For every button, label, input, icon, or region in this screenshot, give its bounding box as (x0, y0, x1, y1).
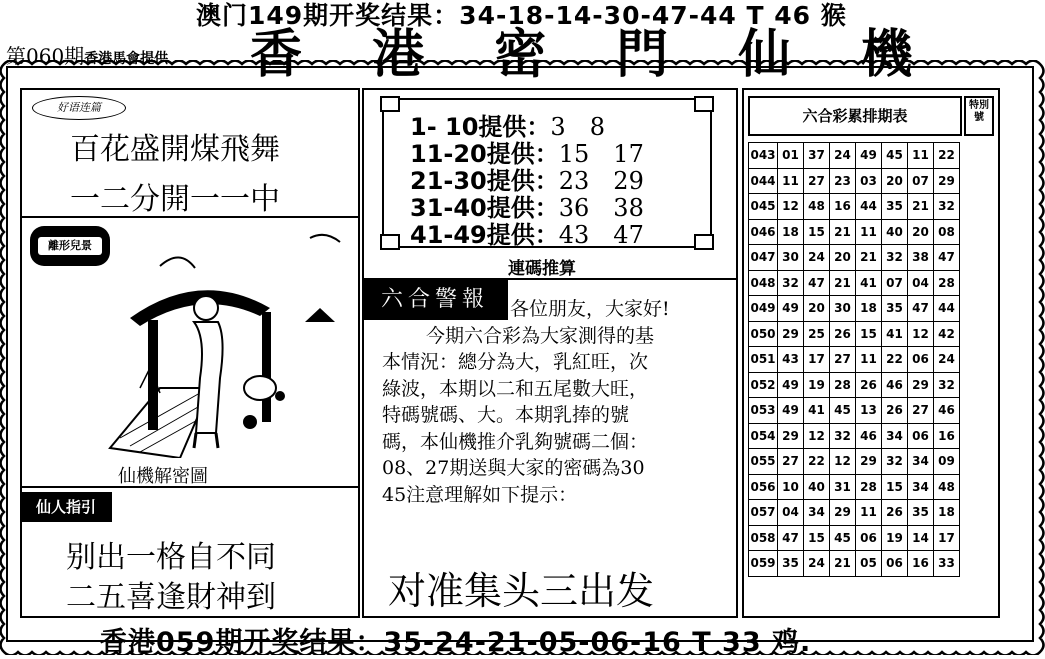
provide-caption: 連碼推算 (508, 259, 576, 279)
provide-values: 36 38 (558, 194, 644, 222)
number-cell: 11 (856, 219, 882, 245)
number-cell: 48 (804, 194, 830, 220)
number-cell: 24 (934, 347, 960, 373)
issue-cell: 053 (749, 398, 778, 424)
number-cell: 34 (908, 449, 934, 475)
draw-table-wrap (748, 142, 960, 577)
number-cell: 28 (856, 474, 882, 500)
number-cell: 31 (830, 474, 856, 500)
special-number-label: 特別號 (964, 96, 994, 136)
number-cell: 09 (934, 449, 960, 475)
stamp-badge (30, 226, 110, 266)
number-cell: 29 (856, 449, 882, 475)
number-cell: 27 (778, 449, 804, 475)
issue-cell: 051 (749, 347, 778, 373)
issue-cell: 048 (749, 270, 778, 296)
number-cell: 34 (882, 423, 908, 449)
number-cell: 40 (804, 474, 830, 500)
number-cell: 27 (830, 347, 856, 373)
draw-table-title: 六合彩累排期表 (748, 96, 962, 136)
divider (20, 486, 360, 488)
number-cell: 32 (882, 245, 908, 271)
alarm-tag: 六合警報 (362, 280, 508, 320)
number-cell: 32 (882, 449, 908, 475)
corner-icon (380, 234, 400, 250)
number-cell: 26 (882, 500, 908, 526)
number-cell: 20 (882, 168, 908, 194)
number-cell: 20 (830, 245, 856, 271)
number-cell: 18 (934, 500, 960, 526)
number-cell: 12 (778, 194, 804, 220)
number-cell: 12 (908, 321, 934, 347)
macau-result-banner: 澳门149期开奖结果：34-18-14-30-47-44 T 46 猴 (196, 1, 847, 30)
number-cell: 17 (804, 347, 830, 373)
issue-cell: 049 (749, 296, 778, 322)
number-cell: 27 (804, 168, 830, 194)
number-cell: 28 (934, 270, 960, 296)
table-row (749, 245, 960, 271)
number-cell: 25 (804, 321, 830, 347)
table-row (749, 449, 960, 475)
number-cell: 28 (830, 372, 856, 398)
number-cell: 16 (908, 551, 934, 577)
provide-row: 1- 10提供：3 8 (410, 113, 605, 141)
number-cell: 44 (934, 296, 960, 322)
corner-icon (694, 234, 714, 250)
number-cell: 43 (778, 347, 804, 373)
number-cell: 07 (908, 168, 934, 194)
number-cell: 12 (804, 423, 830, 449)
number-cell: 22 (804, 449, 830, 475)
number-cell: 16 (830, 194, 856, 220)
provide-range: 11-20提供 (410, 140, 535, 168)
number-cell: 15 (804, 525, 830, 551)
number-cell: 47 (804, 270, 830, 296)
issue-cell: 056 (749, 474, 778, 500)
number-cell: 21 (830, 270, 856, 296)
number-cell: 33 (934, 551, 960, 577)
number-cell: 48 (934, 474, 960, 500)
number-cell: 49 (856, 143, 882, 169)
number-cell: 01 (778, 143, 804, 169)
number-cell: 29 (934, 168, 960, 194)
table-row (749, 194, 960, 220)
issue-cell: 043 (749, 143, 778, 169)
issue-cell: 055 (749, 449, 778, 475)
provide-values: 43 47 (558, 221, 644, 249)
number-cell: 15 (882, 474, 908, 500)
number-cell: 15 (804, 219, 830, 245)
alarm-line: 各位朋友，大家好! (510, 298, 670, 320)
number-cell: 04 (908, 270, 934, 296)
number-cell: 46 (934, 398, 960, 424)
table-row (749, 347, 960, 373)
number-cell: 45 (830, 398, 856, 424)
issue-cell: 059 (749, 551, 778, 577)
number-cell: 21 (856, 245, 882, 271)
alarm-line: 08、27期送與大家的密碼為30 (382, 457, 645, 479)
issue-label (6, 40, 168, 69)
table-row (749, 551, 960, 577)
table-row (749, 296, 960, 322)
number-cell: 45 (882, 143, 908, 169)
issue-cell: 057 (749, 500, 778, 526)
provide-values: 3 8 (550, 113, 605, 141)
number-cell: 21 (908, 194, 934, 220)
number-cell: 32 (830, 423, 856, 449)
table-row (749, 500, 960, 526)
table-row (749, 270, 960, 296)
issue-cell: 045 (749, 194, 778, 220)
hongkong-result-banner: 香港059期开奖结果：35-24-21-05-06-16 T 33 鸡. (100, 627, 812, 658)
number-cell: 27 (908, 398, 934, 424)
number-cell: 07 (882, 270, 908, 296)
number-cell: 45 (830, 525, 856, 551)
number-cell: 06 (908, 423, 934, 449)
table-row (749, 219, 960, 245)
provide-values: 23 29 (558, 167, 644, 195)
corner-icon (694, 96, 714, 112)
issue-publisher: 香港馬會提供 (84, 51, 169, 67)
number-cell: 42 (934, 321, 960, 347)
number-cell: 47 (934, 245, 960, 271)
hint-line-1: 别出一格自不同 (66, 540, 276, 575)
draw-table (748, 142, 960, 577)
number-cell: 05 (856, 551, 882, 577)
number-cell: 47 (778, 525, 804, 551)
provide-row: 31-40提供：36 38 (410, 194, 644, 222)
issue-cell: 054 (749, 423, 778, 449)
corner-icon (380, 96, 400, 112)
number-cell: 10 (778, 474, 804, 500)
number-cell: 21 (830, 551, 856, 577)
number-cell: 35 (908, 500, 934, 526)
number-cell: 12 (830, 449, 856, 475)
number-cell: 11 (778, 168, 804, 194)
hint-line-2: 二五喜逢財神到 (66, 580, 276, 615)
alarm-line: 今期六合彩為大家測得的基 (426, 324, 655, 347)
number-cell: 18 (856, 296, 882, 322)
alarm-line: 綠波，本期以二和五尾數大旺， (382, 377, 649, 400)
provide-range: 1- 10提供 (410, 113, 527, 141)
number-cell: 06 (856, 525, 882, 551)
number-cell: 29 (778, 321, 804, 347)
issue-cell: 052 (749, 372, 778, 398)
number-cell: 06 (908, 347, 934, 373)
number-cell: 26 (856, 372, 882, 398)
number-cell: 41 (804, 398, 830, 424)
provide-range: 21-30提供 (410, 167, 535, 195)
number-cell: 26 (830, 321, 856, 347)
number-cell: 30 (778, 245, 804, 271)
number-cell: 23 (830, 168, 856, 194)
poem-line-1: 百花盛開煤飛舞 (70, 132, 280, 167)
table-row (749, 321, 960, 347)
number-cell: 18 (778, 219, 804, 245)
alarm-line: 碼，本仙機推介乳夠號碼二個： (382, 430, 649, 453)
slogan: 对准集头三出发 (388, 569, 655, 613)
number-cell: 40 (882, 219, 908, 245)
scene-illustration (100, 228, 360, 458)
number-cell: 19 (804, 372, 830, 398)
number-cell: 14 (908, 525, 934, 551)
number-cell: 24 (830, 143, 856, 169)
table-row (749, 423, 960, 449)
number-cell: 46 (882, 372, 908, 398)
table-row (749, 168, 960, 194)
issue-cell: 050 (749, 321, 778, 347)
issue-cell: 047 (749, 245, 778, 271)
number-cell: 35 (882, 194, 908, 220)
number-cell: 30 (830, 296, 856, 322)
number-cell: 24 (804, 551, 830, 577)
stamp-label: 離形兒景 (38, 237, 102, 255)
divider (20, 216, 360, 218)
number-cell: 35 (778, 551, 804, 577)
provide-values: 15 17 (558, 140, 644, 168)
alarm-line: 本情況：總分為大，乳紅旺，次 (382, 351, 649, 373)
table-row (749, 398, 960, 424)
page-title: 香 港 密 門 仙 機 (250, 24, 939, 85)
provide-range: 31-40提供 (410, 194, 535, 222)
table-row (749, 143, 960, 169)
alarm-line: 特碼號碼、大。本期乳捧的號 (382, 404, 630, 426)
number-cell: 35 (882, 296, 908, 322)
number-cell: 41 (882, 321, 908, 347)
number-cell: 34 (908, 474, 934, 500)
number-cell: 13 (856, 398, 882, 424)
poem-line-2: 一二分開一一中 (70, 182, 280, 217)
table-row (749, 372, 960, 398)
number-cell: 24 (804, 245, 830, 271)
number-cell: 04 (778, 500, 804, 526)
number-cell: 20 (804, 296, 830, 322)
number-cell: 29 (830, 500, 856, 526)
number-cell: 26 (882, 398, 908, 424)
number-cell: 32 (934, 372, 960, 398)
provide-list (410, 114, 644, 249)
number-cell: 03 (856, 168, 882, 194)
issue-number: 第060期 (6, 44, 85, 68)
provide-row: 41-49提供：43 47 (410, 221, 644, 249)
number-cell: 16 (934, 423, 960, 449)
alarm-line: 45注意理解如下提示： (382, 483, 578, 506)
table-row (749, 474, 960, 500)
provide-range: 41-49提供 (410, 221, 535, 249)
provide-row: 21-30提供：23 29 (410, 167, 644, 195)
issue-cell: 046 (749, 219, 778, 245)
number-cell: 17 (934, 525, 960, 551)
number-cell: 37 (804, 143, 830, 169)
number-cell: 32 (778, 270, 804, 296)
hint-tag: 仙人指引 (20, 492, 112, 522)
provide-row: 11-20提供：15 17 (410, 140, 644, 168)
number-cell: 47 (908, 296, 934, 322)
number-cell: 11 (908, 143, 934, 169)
number-cell: 11 (856, 347, 882, 373)
number-cell: 29 (908, 372, 934, 398)
alarm-paragraph (382, 296, 732, 508)
number-cell: 15 (856, 321, 882, 347)
oval-label: 好语连篇 (32, 96, 126, 120)
number-cell: 49 (778, 372, 804, 398)
issue-cell: 058 (749, 525, 778, 551)
number-cell: 20 (908, 219, 934, 245)
number-cell: 29 (778, 423, 804, 449)
issue-cell: 044 (749, 168, 778, 194)
number-cell: 49 (778, 296, 804, 322)
table-row (749, 525, 960, 551)
number-cell: 38 (908, 245, 934, 271)
number-cell: 41 (856, 270, 882, 296)
number-cell: 19 (882, 525, 908, 551)
number-cell: 32 (934, 194, 960, 220)
number-cell: 44 (856, 194, 882, 220)
number-cell: 34 (804, 500, 830, 526)
number-cell: 08 (934, 219, 960, 245)
number-cell: 06 (882, 551, 908, 577)
number-cell: 11 (856, 500, 882, 526)
image-caption: 仙機解密圖 (118, 466, 208, 487)
number-cell: 22 (882, 347, 908, 373)
number-cell: 22 (934, 143, 960, 169)
number-cell: 21 (830, 219, 856, 245)
number-cell: 49 (778, 398, 804, 424)
number-cell: 46 (856, 423, 882, 449)
